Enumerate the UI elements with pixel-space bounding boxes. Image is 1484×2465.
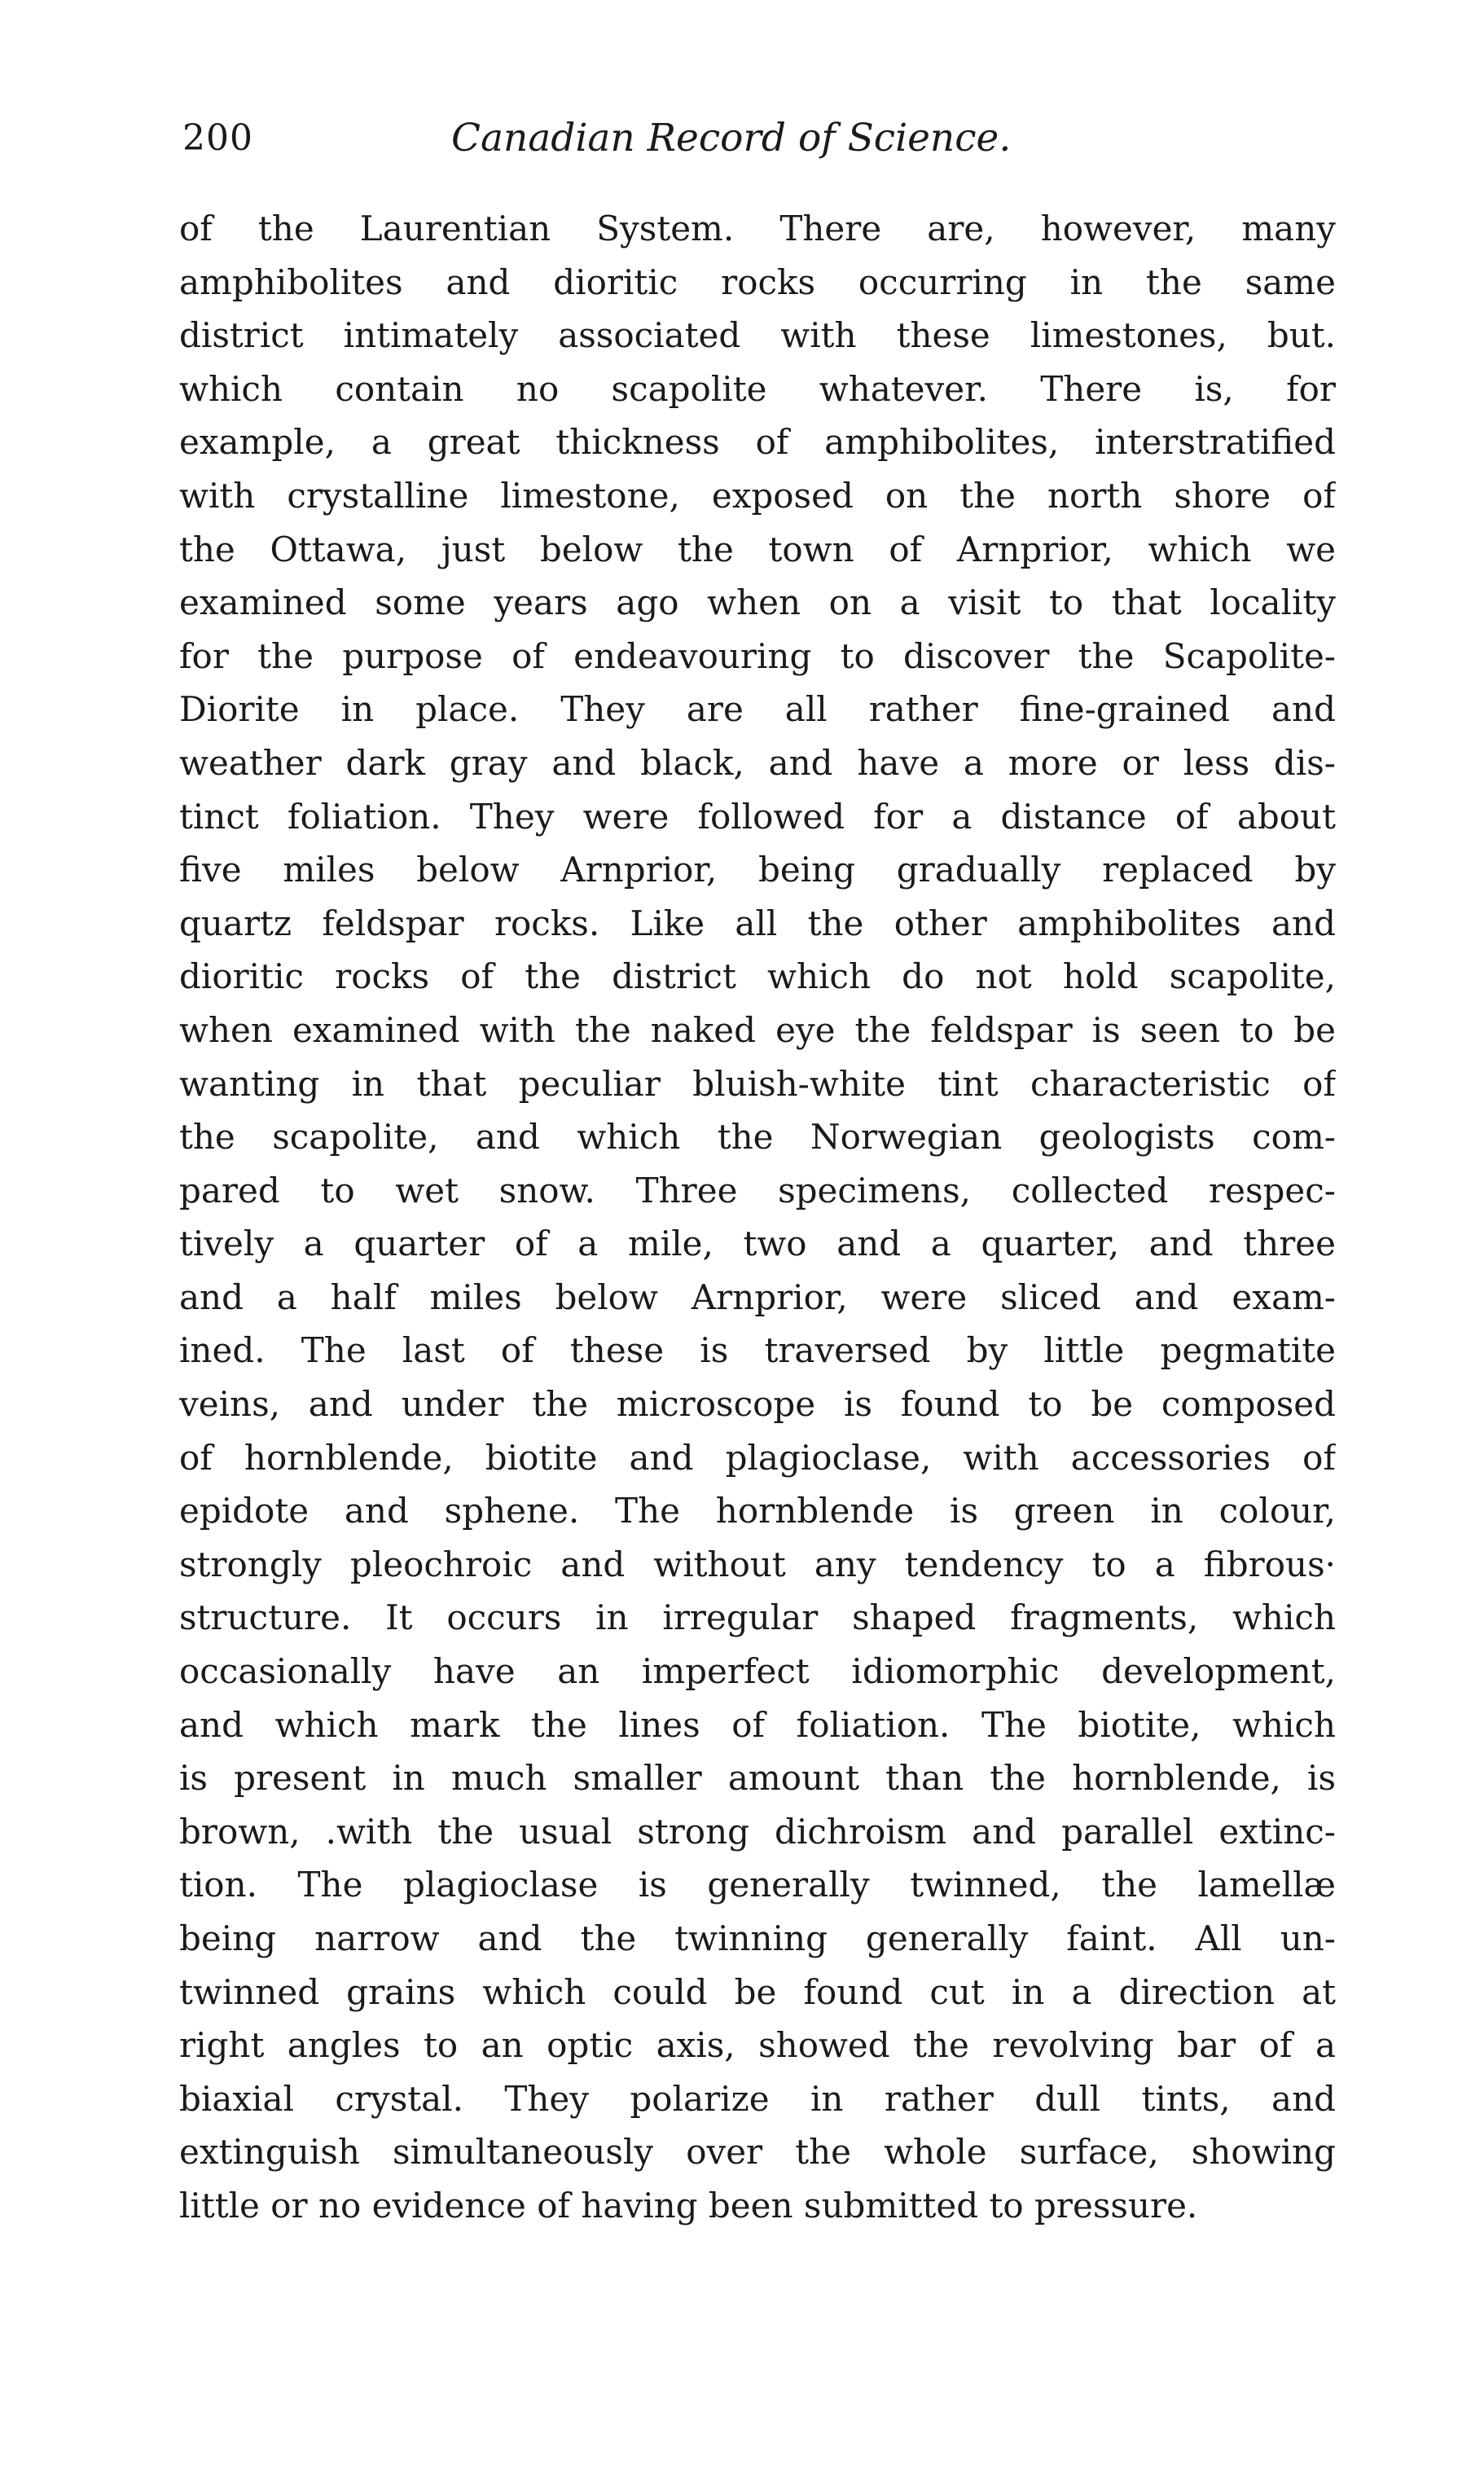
text-line: is present in much smaller amount than the hornblende, is <box>179 1758 1336 1799</box>
text-line: ined. The last of these is traversed by little pegmatite <box>179 1330 1336 1371</box>
text-line: strongly pleochroic and without any tendency to a fibrous· <box>179 1544 1336 1584</box>
text-line: district intimately associated with these limestones, but. <box>179 315 1336 356</box>
text-line: extinguish simultaneously over the whole surface, showing <box>179 2132 1336 2173</box>
text-line: twinned grains which could be found cut in a direction at <box>179 1971 1336 2012</box>
text-line: five miles below Arnprior, being gradually replaced by <box>179 850 1336 890</box>
page-number: 200 <box>182 117 253 159</box>
text-line: brown, .with the usual strong dichroism and parallel extinc- <box>179 1811 1336 1852</box>
text-line: which contain no scapolite whatever. There is, for <box>179 368 1336 409</box>
text-line: and a half miles below Arnprior, were sliced and exam- <box>179 1276 1336 1317</box>
running-head <box>182 114 1339 163</box>
text-line: tion. The plagioclase is generally twinned, the lamellæ <box>179 1865 1336 1905</box>
text-line: tively a quarter of a mile, two and a quarter, and three <box>179 1224 1336 1264</box>
text-line: pared to wet snow. Three specimens, collected respec- <box>179 1170 1336 1211</box>
text-line: the Ottawa, just below the town of Arnprior, which we <box>179 529 1336 569</box>
text-line: example, a great thickness of amphibolites, interstratified <box>179 422 1336 463</box>
text-line: right angles to an optic axis, showed the revolving bar of a <box>179 2025 1336 2066</box>
text-line: weather dark gray and black, and have a more or less dis- <box>179 742 1336 783</box>
text-line: dioritic rocks of the district which do not hold scapolite, <box>179 956 1336 997</box>
text-line: for the purpose of endeavouring to discover the Scapolite- <box>179 635 1336 676</box>
text-line: structure. It occurs in irregular shaped fragments, which <box>179 1597 1336 1638</box>
text-line: of hornblende, biotite and plagioclase, with accessories of <box>179 1437 1336 1478</box>
text-line: and which mark the lines of foliation. The biotite, which <box>179 1704 1336 1745</box>
text-line: quartz feldspar rocks. Like all the other amphibolites and <box>179 903 1336 943</box>
text-line: occasionally have an imperfect idiomorphic development, <box>179 1651 1336 1692</box>
text-line: little or no evidence of having been submitted to pressure. <box>179 2185 1198 2226</box>
text-line: with crystalline limestone, exposed on the north shore of <box>179 475 1336 516</box>
text-line: wanting in that peculiar bluish-white tint characteristic of <box>179 1063 1336 1104</box>
text-line: epidote and sphene. The hornblende is green in colour, <box>179 1491 1336 1531</box>
text-line: biaxial crystal. They polarize in rather dull tints, and <box>179 2078 1336 2119</box>
text-line: tinct foliation. They were followed for a distance of about <box>179 796 1336 837</box>
text-line: when examined with the naked eye the feldspar is seen to be <box>179 1009 1336 1050</box>
body-paragraph <box>179 202 1336 2233</box>
text-line: Diorite in place. They are all rather fine-grained and <box>179 689 1336 730</box>
text-line: veins, and under the microscope is found to be composed <box>179 1384 1336 1425</box>
text-line: being narrow and the twinning generally faint. All un- <box>179 1918 1336 1958</box>
text-line: the scapolite, and which the Norwegian geologists com- <box>179 1117 1336 1158</box>
running-title: Canadian Record of Science. <box>451 116 1012 160</box>
text-line: examined some years ago when on a visit to that locality <box>179 582 1336 623</box>
text-line: amphibolites and dioritic rocks occurring in the same <box>179 261 1336 302</box>
text-line: of the Laurentian System. There are, however, many <box>179 209 1336 248</box>
